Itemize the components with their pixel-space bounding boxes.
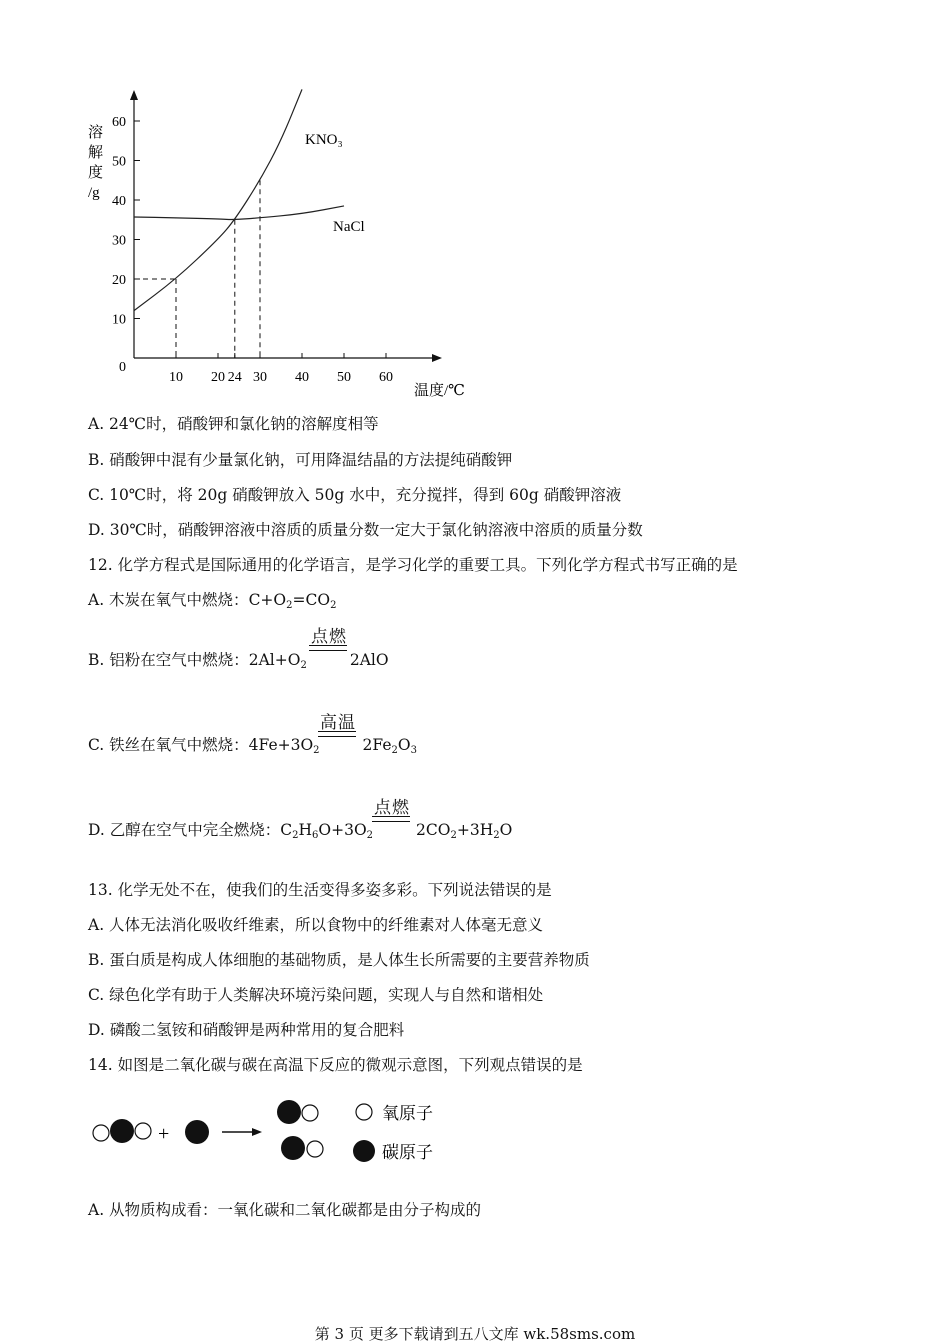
q12-c-condition: 高温 xyxy=(320,713,356,733)
carbon-atom xyxy=(185,1120,209,1144)
q12-option-b xyxy=(88,650,389,676)
q12-option-a xyxy=(88,590,336,616)
y-label-char: 度 xyxy=(88,165,104,181)
q12-option-d xyxy=(88,820,512,846)
q12-b-prefix: B. 铝粉在空气中燃烧： xyxy=(88,651,249,669)
y-axis-label xyxy=(88,124,103,201)
q12-c-right: $2Fe_2O_3$ xyxy=(362,736,417,756)
q12-c-prefix: C. 铁丝在氧气中燃烧： xyxy=(88,736,249,754)
q12-a-eq: $C+O_2=CO_2$ xyxy=(248,591,337,611)
q11-option-c: C. 10℃时，将 20g 硝酸钾放入 50g 水中，充分搅拌，得到 60g 硝酸钾溶液 xyxy=(88,486,622,504)
solubility-chart xyxy=(0,0,950,400)
q11-option-a: A. 24℃时，硝酸钾和氯化钠的溶解度相等 xyxy=(88,415,379,433)
y-tick-label: 50 xyxy=(112,154,126,170)
q13-option-d: D. 磷酸二氢铵和硝酸钾是两种常用的复合肥料 xyxy=(88,1021,405,1039)
x-tick-label: 30 xyxy=(253,370,267,385)
oxygen-legend-icon xyxy=(356,1104,372,1120)
q12-d-left: $C_2H_6O+3O_2$ xyxy=(280,821,374,841)
chart-guides xyxy=(134,180,260,358)
q13-option-b: B. 蛋白质是构成人体细胞的基础物质，是人体生长所需要的主要营养物质 xyxy=(88,951,590,969)
y-label-char: 解 xyxy=(88,145,104,161)
q12-d-right: $2CO_2+3H_2O$ xyxy=(416,821,513,841)
q12-b-left: $2Al+O_2$ xyxy=(248,651,307,671)
y-tick-label: 0 xyxy=(119,360,126,375)
co-molecule xyxy=(277,1100,318,1124)
oxygen-legend-label: 氧原子 xyxy=(382,1104,433,1124)
chart-ticks xyxy=(112,115,393,385)
x-tick-label: 20 xyxy=(211,370,225,385)
q11-option-d: D. 30℃时，硝酸钾溶液中溶质的质量分数一定大于氯化钠溶液中溶质的质量分数 xyxy=(88,521,643,539)
q13-stem: 13. 化学无处不在，使我们的生活变得多姿多彩。下列说法错误的是 xyxy=(88,881,552,899)
y-tick-label: 40 xyxy=(112,194,126,209)
q14-stem: 14. 如图是二氧化碳与碳在高温下反应的微观示意图，下列观点错误的是 xyxy=(88,1056,583,1074)
y-label-unit: /g xyxy=(88,185,100,201)
x-tick-label: 50 xyxy=(337,370,351,385)
x-tick-label: 10 xyxy=(169,370,183,385)
y-tick-label: 30 xyxy=(112,233,126,249)
reaction-arrow xyxy=(222,1128,262,1136)
y-label-char: 溶 xyxy=(88,125,104,141)
q13-option-a: A. 人体无法消化吸收纤维素，所以食物中的纤维素对人体毫无意义 xyxy=(88,916,544,934)
x-tick-label: 24 xyxy=(227,370,242,385)
plus-sign: + xyxy=(158,1123,170,1145)
chart-lines xyxy=(134,89,365,310)
q12-a-prefix: A. 木炭在氧气中燃烧： xyxy=(88,591,249,609)
co2-molecule xyxy=(93,1119,151,1143)
series-line-kno3 xyxy=(134,89,302,310)
carbon-legend-icon xyxy=(353,1140,375,1162)
y-tick-label: 60 xyxy=(112,115,126,130)
co-molecule xyxy=(281,1136,323,1160)
series-label: NaCl xyxy=(333,219,365,235)
q12-d-condition: 点燃 xyxy=(374,798,410,818)
y-tick-label: 20 xyxy=(112,273,126,288)
q12-b-condition: 点燃 xyxy=(311,627,347,647)
q12-b-right: 2AlO xyxy=(349,651,389,669)
q12-stem: 12. 化学方程式是国际通用的化学语言，是学习化学的重要工具。下列化学方程式书写正确的是 xyxy=(88,556,738,574)
carbon-legend-label: 碳原子 xyxy=(382,1143,433,1163)
q12-option-c xyxy=(88,735,417,761)
series-label: KNO₃ xyxy=(305,132,343,148)
q14-option-a: A. 从物质构成看：一氧化碳和二氧化碳都是由分子构成的 xyxy=(88,1201,482,1219)
q12-c-left: $4Fe+3O_2$ xyxy=(248,736,320,756)
reaction-diagram xyxy=(0,1092,950,1182)
chart-axes xyxy=(130,90,442,362)
page-footer: 第 3 页 更多下载请到五八文库 wk.58sms.com xyxy=(314,1325,636,1343)
q13-option-c: C. 绿色化学有助于人类解决环境污染问题，实现人与自然和谐相处 xyxy=(88,986,544,1004)
y-tick-label: 10 xyxy=(112,312,126,328)
x-tick-label: 60 xyxy=(379,370,393,385)
x-axis-label: 温度/℃ xyxy=(414,383,465,399)
x-tick-label: 40 xyxy=(295,370,309,385)
q12-d-prefix: D. 乙醇在空气中完全燃烧： xyxy=(88,821,281,839)
q11-option-b: B. 硝酸钾中混有少量氯化钠，可用降温结晶的方法提纯硝酸钾 xyxy=(88,451,513,469)
